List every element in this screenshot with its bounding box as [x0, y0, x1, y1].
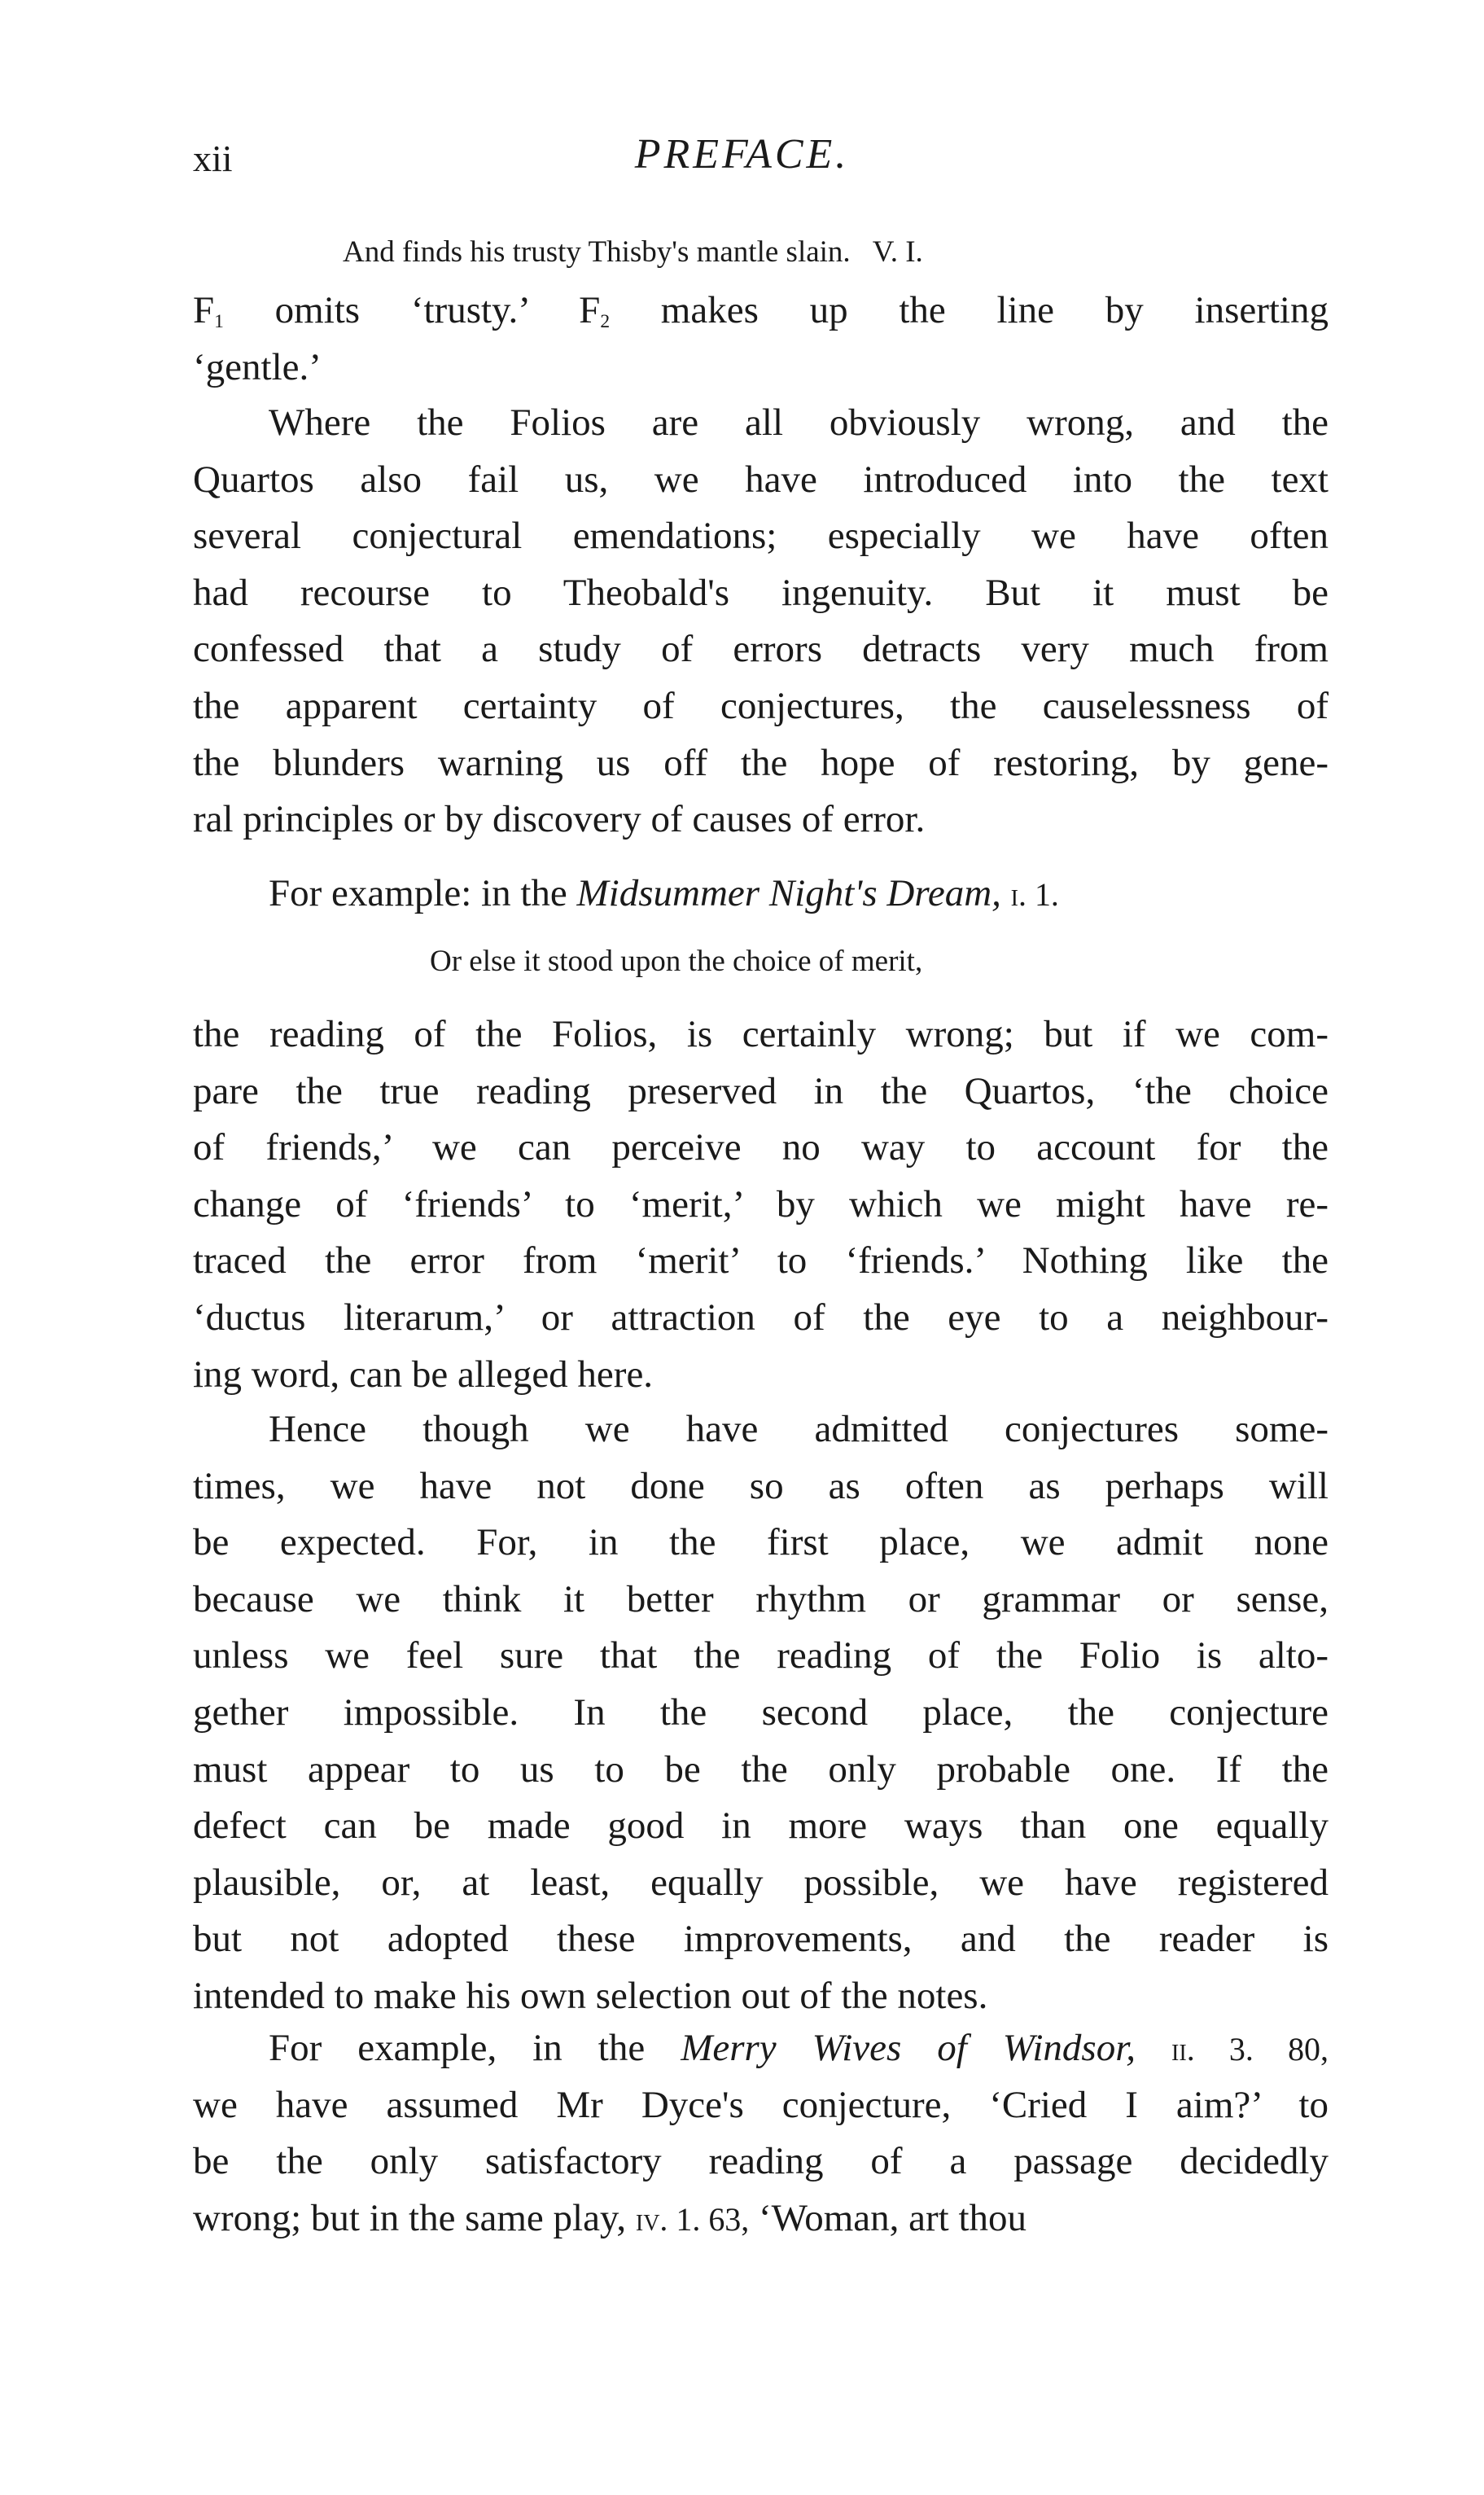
text-line	[193, 1347, 1329, 1404]
subscript: 2	[600, 310, 611, 332]
text-run: ‘Woman, art thou	[749, 2196, 1027, 2239]
text-run	[1001, 872, 1011, 914]
text-line	[193, 1742, 1329, 1799]
text-run: Quartos also fail us, we have introduced into the text	[193, 458, 1329, 501]
paragraph	[193, 1401, 1329, 2025]
page-number: xii	[193, 138, 233, 179]
text-run: had recourse to Theobald's ingenuity. But it must be	[193, 571, 1329, 614]
verse-quote	[343, 236, 923, 269]
text-run: must appear to us to be the only probable one. If the	[193, 1747, 1329, 1791]
text-run: ral principles or by discovery of causes of error.	[193, 798, 926, 841]
text-line	[193, 1120, 1329, 1177]
text-run: because we think it better rhythm or grammar or sense,	[193, 1577, 1329, 1620]
text-run: the blunders warning us off the hope of restoring, by gene-	[193, 741, 1329, 784]
text-line	[193, 1458, 1329, 1515]
text-line	[193, 452, 1329, 509]
paragraph	[193, 866, 1329, 923]
text-line	[193, 735, 1329, 792]
text-run: confessed that a study of errors detracts very much from	[193, 628, 1329, 671]
text-run: omits ‘trusty.’ F	[223, 289, 601, 331]
text-line	[193, 678, 1329, 735]
text-run: be the only satisfactory reading of a passage decidedly	[193, 2140, 1329, 2183]
paragraph	[193, 2020, 1329, 2247]
quote-reference: V. I.	[872, 235, 923, 269]
text-line	[193, 1855, 1329, 1912]
text-run: Hence though we have admitted conjectures some-	[269, 1408, 1329, 1450]
text-line	[193, 2020, 1329, 2077]
text-run: Where the Folios are all obviously wrong, and the	[269, 401, 1329, 444]
text-run: intended to make his own selection out of the notes.	[193, 1974, 988, 2017]
text-line	[193, 1177, 1329, 1234]
text-run: unless we feel sure that the reading of the Folio is alto-	[193, 1634, 1329, 1677]
text-run: wrong; but in the same play,	[193, 2196, 636, 2239]
text-line	[193, 1798, 1329, 1855]
text-line	[193, 791, 1329, 848]
italic-title: Merry Wives of Windsor,	[681, 2027, 1136, 2069]
reference: iv. 1. 63,	[635, 2200, 750, 2238]
verse-quote: Or else it stood upon the choice of merit,	[430, 945, 923, 978]
text-line	[193, 1290, 1329, 1347]
text-run: be expected. For, in the first place, we admit none	[193, 1521, 1329, 1564]
text-line	[193, 2190, 1329, 2247]
text-run: F	[193, 289, 215, 331]
text-line	[193, 1401, 1329, 1458]
text-run: gether impossible. In the second place, the conjecture	[193, 1690, 1329, 1734]
text-line	[193, 1515, 1329, 1572]
text-line	[193, 340, 1329, 397]
paragraph	[193, 283, 1329, 396]
text-line	[193, 2133, 1329, 2190]
text-line	[193, 1628, 1329, 1685]
paragraph	[193, 395, 1329, 848]
text-run	[1136, 2027, 1171, 2069]
text-run: change of ‘friends’ to ‘merit,’ by which we might have re-	[193, 1182, 1329, 1226]
text-run: ‘ductus literarum,’ or attraction of the eye to a neighbour-	[193, 1296, 1329, 1339]
text-run: defect can be made good in more ways than one equally	[193, 1804, 1329, 1848]
text-line	[193, 508, 1329, 565]
text-run: makes up the line by inserting	[610, 289, 1329, 331]
text-run: traced the error from ‘merit’ to ‘friends.’ Nothing like the	[193, 1239, 1329, 1283]
text-run: of friends,’ we can perceive no way to account for the	[193, 1126, 1329, 1169]
text-line	[193, 866, 1329, 923]
text-line	[193, 283, 1329, 340]
text-line	[193, 565, 1329, 622]
text-run: times, we have not done so as often as perhaps will	[193, 1464, 1329, 1507]
text-run: ‘gentle.’	[193, 345, 322, 388]
text-line	[193, 1006, 1329, 1063]
text-line	[193, 621, 1329, 678]
text-run: the apparent certainty of conjectures, the causelessness of	[193, 684, 1329, 727]
running-title: PREFACE.	[634, 131, 850, 178]
text-line	[193, 1572, 1329, 1629]
text-run: the reading of the Folios, is certainly wrong; but if we com-	[193, 1013, 1329, 1055]
text-line	[193, 1968, 1329, 2025]
reference: ii. 3. 80,	[1171, 2031, 1329, 2067]
text-run: For example, in the	[269, 2027, 681, 2069]
text-run: pare the true reading preserved in the Quartos, ‘the choice	[193, 1069, 1329, 1112]
text-line	[193, 395, 1329, 452]
subscript: 1	[214, 310, 224, 332]
text-run: ing word, can be alleged here.	[193, 1353, 654, 1396]
text-line	[193, 1685, 1329, 1742]
text-run: For example: in the	[269, 872, 577, 914]
text-run: plausible, or, at least, equally possible, we have registered	[193, 1861, 1329, 1904]
italic-title: Midsummer Night's Dream,	[576, 872, 1001, 914]
text-line	[193, 1233, 1329, 1290]
text-line	[193, 1911, 1329, 1968]
text-run: but not adopted these improvements, and the reader is	[193, 1918, 1329, 1961]
reference: i. 1.	[1010, 876, 1059, 913]
paragraph	[193, 1006, 1329, 1403]
text-run: several conjectural emendations; especially we have often	[193, 515, 1329, 558]
text-run: we have assumed Mr Dyce's conjecture, ‘Cried I aim?’ to	[193, 2083, 1329, 2126]
quote-text: And finds his trusty Thisby's mantle slain.	[343, 235, 851, 269]
text-line	[193, 2077, 1329, 2134]
text-line	[193, 1063, 1329, 1120]
